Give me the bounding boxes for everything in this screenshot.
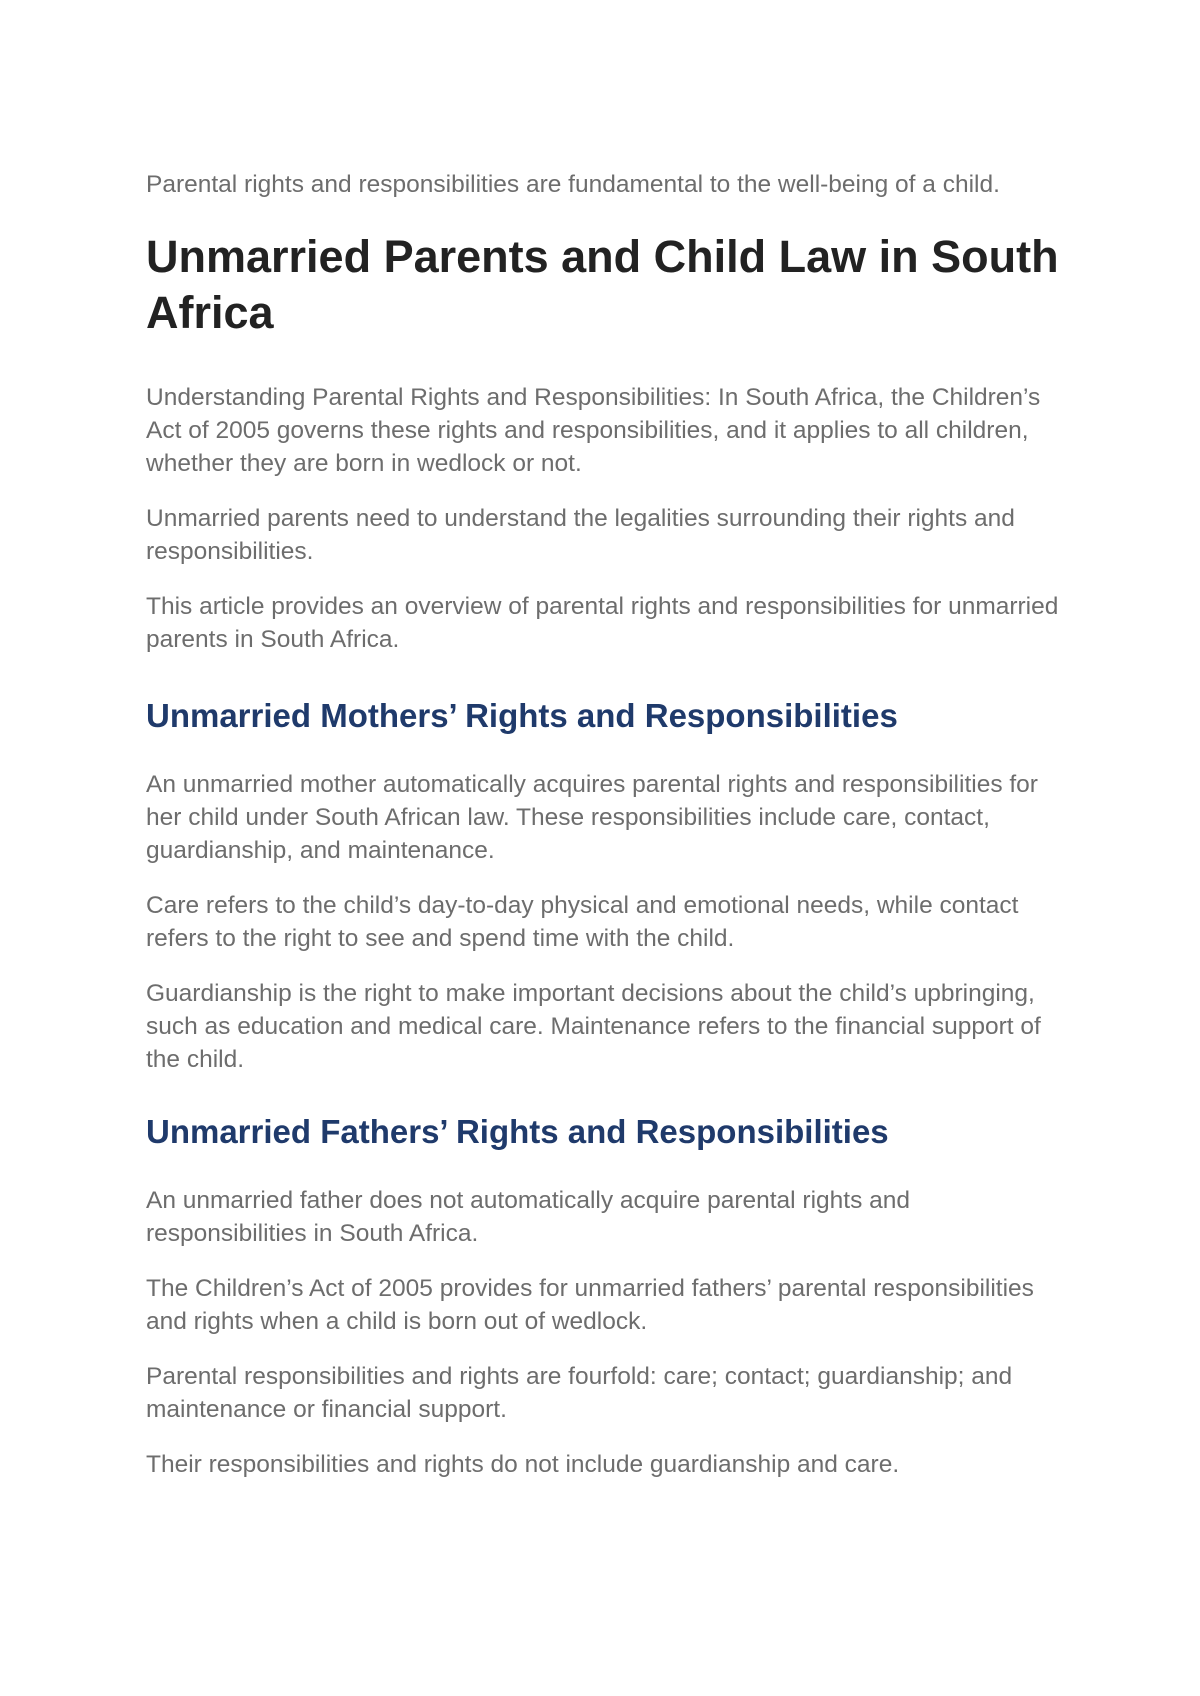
fathers-paragraph-3: Parental responsibilities and rights are fourfold: care; contact; guardianship; and maintenance or financial support.	[146, 1363, 1013, 1423]
mothers-section-heading: Unmarried Mothers’ Rights and Responsibilities	[146, 697, 898, 734]
overview-paragraph-3: This article provides an overview of parental rights and responsibilities for unmarried parents in South Africa.	[146, 593, 1059, 653]
document-page	[146, 168, 1071, 1503]
intro-paragraph: Parental rights and responsibilities are fundamental to the well-being of a child.	[146, 171, 1000, 198]
mothers-paragraph-2: Care refers to the child’s day-to-day physical and emotional needs, while contact refers to the right to see and spend time with the child.	[146, 892, 1019, 952]
fathers-paragraph-2: The Children’s Act of 2005 provides for unmarried fathers’ parental responsibilities and rights when a child is born out of wedlock.	[146, 1275, 1034, 1335]
fathers-paragraph-4: Their responsibilities and rights do not include guardianship and care.	[146, 1451, 900, 1478]
mothers-paragraph-1: An unmarried mother automatically acquires parental rights and responsibilities for her child under South African law. These responsibilities include care, contact, guardianship, and maintenance.	[146, 771, 1038, 864]
mothers-paragraph-3: Guardianship is the right to make important decisions about the child’s upbringing, such as education and medical care. Maintenance refers to the financial support of the child.	[146, 980, 1041, 1073]
fathers-paragraph-1: An unmarried father does not automatically acquire parental rights and responsibilities in South Africa.	[146, 1187, 911, 1247]
fathers-section-heading: Unmarried Fathers’ Rights and Responsibilities	[146, 1113, 889, 1150]
overview-paragraph-2: Unmarried parents need to understand the legalities surrounding their rights and responsibilities.	[146, 505, 1015, 565]
overview-paragraph-1: Understanding Parental Rights and Responsibilities: In South Africa, the Children’s Act of 2005 governs these rights and responsibilities, and it applies to all children, whether they are born in wedlock or not.	[146, 384, 1041, 477]
document-title: Unmarried Parents and Child Law in South Africa	[146, 231, 1059, 338]
